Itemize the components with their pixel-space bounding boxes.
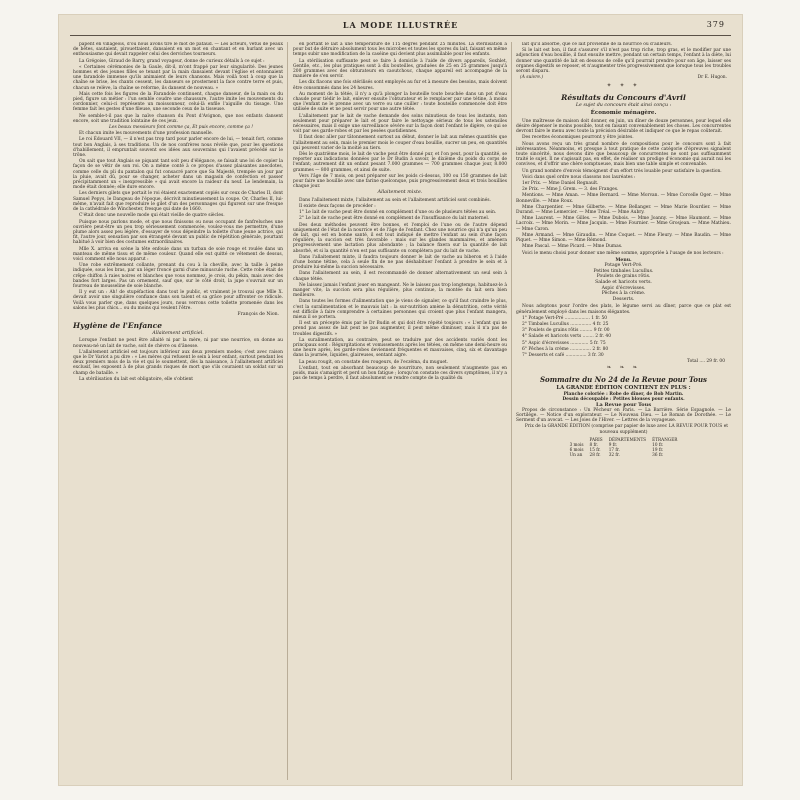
ornament-divider: ✦ ✦ ✦ [606, 82, 641, 90]
newspaper-page [58, 14, 743, 786]
menu-list [516, 258, 731, 303]
verse-quote: Les beaux messieurs font comme ça, Et puis encore, comme ça ! [108, 125, 254, 131]
page-number: 379 [706, 20, 725, 29]
page-header [58, 20, 743, 34]
paragraph: Prix de la GRANDE ÉDITION (comprise par papier de luxe avec LA REVUE POUR TOUS et nouveau supplément) [524, 424, 729, 435]
paragraph: « Certaines cérémonies de la Gaule, dit-il, m'ont frappé par leur singularité. Des jeunes hommes et des jeunes filles se tenant par la main dansaient devant l'église et entonnaient une farandole immense qu'ils animaient de leurs chansons. Mais voilà tout à coup que la chaîne se brise, les chants cessent, les danseurs se prosternent la face contre terre et puis, chacun se relève, la chaîne se reforme, ils dansent de nouveau. » [73, 64, 283, 91]
summary-title: Sommaire du No 24 de la Revue pour Tous [539, 374, 708, 384]
menu-item: Potage Vert-Pré. [604, 263, 643, 269]
paragraph: en portant le lait à une température de 115 degrés pendant 25 minutes. La stérilisation a pour but de détruire absolument tous les microbes et toutes les spores du lait, faisant en même temps subir une modification de la caséine qui devient plus assimilable pour les enfants. [293, 42, 507, 58]
table-cell: 9 fr. [608, 442, 618, 448]
paragraph: 1° Le lait de vache peut être donné en complément d'une ou de plusieurs tétées au sein. [299, 210, 497, 216]
column-2 [293, 42, 507, 780]
edition-line: Dessin découpable : Petites blouses pour enfants. [562, 397, 685, 403]
paragraph: La suralimentation, au contraire, peut se traduire par des accidents variés dont les principaux sont : Régurgitations et vomissements après les tétées, on même une demi-heure ou une heure après, les garde-robes deviennent fréquentes et mauvaises, cinq, six et davantage dans la journée, liquides, glaireuses, sentant aigre. [293, 337, 507, 359]
table-cell: 19 fr. [652, 447, 664, 453]
paragraph: La stérilisation suffisante peut se faire à domicile à l'aide de divers appareils, Soxhlet, Gentile, etc., les plus pratiques sont à dix bouteilles, graduées de 25 en 25 grammes jusqu'à 200 grammes avec des obturateurs en caoutchouc, chaque appareil est accompagné de la manière de s'en servir. [293, 58, 507, 80]
menu-item: Desserts. [612, 296, 635, 302]
paragraph: lait qu'il absorbe, que ce lait provienne de la nourrice ou d'ailleurs. [522, 42, 673, 47]
paragraph: Dans toutes les formes d'alimentation que je viens de signaler, ce qu'il faut craindre le plus, c'est la suralimentation et le mauvais lait : la sur-nutrition amène la dénutrition, cette vérité est difficile à faire comprendre à certaines personnes qui croient que plus l'enfant mangera, mieux il se portera. [293, 299, 507, 320]
menu-label: Menu. [615, 257, 632, 263]
header-rule [70, 35, 731, 36]
column-1 [73, 42, 283, 780]
paragraph: Les dix flacons une fois stérilisés sont employés au fur et à mesure des besoins, mais doivent être consommés dans les 24 heures. [293, 80, 507, 91]
paragraph: Lorsque l'enfant ne peut être allaité ni par la mère, ni par une nourrice, on donne au nouveau-né un lait de vache, soit de chèvre ou d'ânesse. [73, 338, 283, 349]
table-header: DÉPARTEMENTS [608, 436, 647, 442]
cost-line: 7° Desserts et café ............... 3 fr. 30 [522, 353, 604, 359]
paragraph: L'allaitement par le lait de vache demande des soins minutieux de tous les instants, non seulement pour préparer le lait et pour faire le nettoyage sérieux de tous les ustensiles nécessaires, mais il exige une surveillance sévère sur la façon dont l'enfant le digère, ce qui se voit par ses garde-robes et par les pesées quotidiennes. [293, 113, 507, 135]
paragraph: papent en villageois, d'où nous avons tiré le mot de pataud. — Les acteurs, vêtus de peaux de bêtes, sautaient, pirouettaient, dansaient en un mot en chantant et en hurlant avec un enthousiasme qui devait rappeler celui des derviches tourneurs. [73, 42, 283, 58]
table-cell: Un an [569, 452, 583, 458]
edition-title: LA GRANDE ÉDITION CONTIENT EN PLUS : [556, 384, 691, 391]
menu-item: Petites timbales Lucullus. [593, 268, 654, 274]
paragraph: Mlle X. arriva en scène la tête enfouie dans un turban de soie rouge et roulée dans un manteau de même tissu et de même couleur. Quand elle eut quitté ce vêtement de dessus, voici comment elle nous apparut : [73, 246, 283, 262]
paragraph: Il existe deux façons de procéder : [299, 203, 376, 209]
table-header: ÉTRANGER [652, 436, 678, 442]
menu-item: Poulets de grains rôtis. [596, 274, 651, 280]
paragraph: Puisque nous parlons mode, et que nous finissons ou nous occupant de fanfreluches une ouvrière peut-être un peu trop sérieusement commencée, voulez-vous me permettre, d'une plume alors assez peu légère, d'essayer de vous dépeindre la toilette d'une jeune actrice, qui fit, l'autre jour, sensation par son étrangeté devant un public de répétition générale, pourtant habitué à voir bien des costumes extraordinaires. [73, 219, 283, 246]
publication-title: LA MODE ILLUSTRÉE [342, 20, 459, 30]
column-3 [516, 42, 731, 780]
author-signature: Dr E. Hugon. [697, 75, 727, 81]
edition-line: Planche coloriée : Robe de dîner, de Bob Martin. [563, 392, 684, 398]
paragraph: La stérilisation du lait est obligatoire, elle s'obtient [79, 376, 194, 382]
table-cell: 36 fr. [652, 452, 664, 458]
paragraph: Nous avons reçu un très grand nombre de compositions pour le concours sont à fait intéressantes. Néanmoins, et presque à tout pratique de cette catégorie d'épreuves signalent toute sincérité, nous devons dire que beaucoup de concurrentes ne sont pas suffisamment traité le sujet. Il ne s'agissait pas, en effet, de réaliser un prodige d'économie qui aurait nui les convives, et d'offrir une chère somptueuse, mais bien une table simple et convenable. [516, 141, 731, 168]
cost-line: 3° Poulets de grains rôtis ......... 9 fr. 00 [522, 328, 610, 334]
cost-line: 6° Pêches à la crème ............... 2 fr. 80 [522, 346, 609, 352]
table-cell: 28 fr. [589, 452, 601, 458]
menu-item: Aspic d'écrevisses. [601, 285, 646, 291]
prize-line: Mme Laurent. — Mme Gilles. — Mme Dubois. — Mme Joanny. — Mme Haumont. — Mme Lacroix. — Mme Morin. — Mme Jacquin. — Mme Fournier. — Mme Grosjean. — Mme Mathieu. — Mme Caron. [516, 216, 731, 232]
table-header: PARIS [589, 436, 603, 442]
paragraph: La peau rougit, on constate des rougeurs, de l'eczéma, du muguet. [299, 359, 449, 365]
paragraph: Une robe extrêmement collante, prenant du cou à la cheville, avec la taille à peine indiquée, sous les bras, par un léger froncé garni d'une minuscule ruche. Cette robe était de crêpe chiffon à raies noires et blanches que vous nommez, je crois, du pékin, mais avec des bandes fort larges. Pas un ornement, sauf que, sur le côté droit, la jupe s'ouvrait sur un fourreau de mousseline de soie blanche. [73, 263, 283, 289]
prize-line: Mme Armand. — Mme Giraudin. — Mme Coquet. — Mme Fleury. — Mme Baudin. — Mme Piquet. — Mme Simon. — Mme Rémond. [516, 232, 731, 244]
ornament-divider: ❧ ❧ ❧ [606, 364, 641, 372]
paragraph: L'allaitement artificiel est toujours inférieur aux deux premiers modes; c'est avec raison que le Dr Variot a pu dire : « Les mères qui refusent le sein à leur enfant, surtout pendant les deux premiers mois de la vie et qui le soumettent, dès la naissance, à l'allaitement artificiel exclusif, les exposent à de plus grands risques de mort que s'ils couraient un soldat sur un champ de bataille. » [73, 349, 283, 376]
paragraph: Une maîtresse de maison doit donner, en juin, un dîner de douze personnes, pour lequel elle désire dépenser le moins possible, tout en faisant convenablement les choses. Les concurrentes devront faire le menu avec toute la précision désirable et indiquer ce que le repas coûterait. [516, 118, 731, 135]
paragraph: Un grand nombre d'envois témoignent d'un effort très louable pour satisfaire la question. [522, 168, 722, 174]
table-cell: 6 mois [569, 447, 584, 453]
cost-total: Total .... 29 fr. 00 [687, 359, 725, 365]
paragraph: Il y eut un : Ah! de stupéfaction dans tout le public, et vraiment je trouvai que Mlle X. devait avoir une singulière confiance dans son talent et sa grâce pour affronter ce ridicule. Voilà vous parler que, dans quelques jours, nous verrons cette toilette promenée dans les salons les plus chics... ou du moins qui veulent l'être. [73, 290, 283, 311]
contest-title: Résultats du Concours d'Avril [561, 92, 686, 102]
paragraph: Propos de circonstance : Un Pêcheur en Paris. — La Barrière. Série Espagnole. — Le Sortilège. — Notice d'un explorateur. — Le Nouveau Dieu. — Le Roman de Dorothée. — Le Serment d'un avocat. — Les Joies de l'Hiver. — Lettres de la voyageuse. [516, 407, 731, 424]
table-cell: 10 fr. [652, 442, 664, 448]
prize-line: 2e Prix. — Mme J. Grem. — 3. des Franges. [522, 187, 619, 193]
prize-line: Mme Pascal. — Mme Picard. — Mme Dumas. [522, 244, 623, 250]
section-title: Hygiène de l'Enfance [73, 321, 162, 331]
paragraph: Dans l'allaitement mixte, il faudra toujours donner le lait de vache au biberon et à l'aide d'une bonne tétine, cela à seule fin de ne pas déshabituer l'enfant à prendre le sein et à produire lui-même la succion nécessaire. [293, 254, 507, 271]
paragraph: On sait que tout Anglais se piquant tant soit peu d'élégance, se faisait une loi de copier la façon de se vêtir de son roi. On a même conté à ce propos d'assez plaisantes anecdotes, comme celle du pli du pantalon qui fut consacré parce que Sa Majesté, trempée un jour par la pluie, avait dû, pour se changer, acheter dans un magasin de confection et passer précipitamment un « inexpressible » qui avait encore la raideur du neuf. Le lendemain, la mode était donnée; elle dure encore. [73, 159, 283, 191]
paragraph: Mais cette fois les figures de la Farandole continuent, chaque danseur, de la main ou du pied, figure un métier : l'un semble coudre une chaussure, l'autre imite les mouvements du cordonnier, celui-ci représente un moissonneur, celui-là enfile l'aiguille du tissage. Une femme fait les gestes d'une fileuse, une seconde ceux de la tisseuse. [73, 91, 283, 113]
cost-line: 5° Aspic d'écrevisses ............. 5 fr. 75 [522, 340, 606, 346]
paragraph: Voici dans quel ordre nous classons nos lauréates : [522, 174, 636, 180]
table-cell: 32 fr. [608, 452, 620, 458]
paragraph: Les derniers gilets que portait le roi étaient exactement copiés sur ceux de Charles II, dont Samuel Pepys, le Dangeau de l'époque, décrivit minutieusement la coupe. Or, Charles II, lui-même, n'avait fait que reproduire le gilet d'un des personnages qui figurent sur une fresque de la cathédrale de Winchester, fresque qui date de 1660. [73, 191, 283, 213]
edition-line: La Revue pour Tous [595, 401, 652, 408]
column-divider [287, 42, 288, 780]
subsection-title: Allaitement mixte. [377, 190, 423, 196]
prize-line: 1er Prix. — Mme Daniel Regnault. [522, 181, 599, 187]
cost-line: 1° Potage Vert-Pré .................. 1 fr. 50 [522, 315, 608, 321]
paragraph: Des deux méthodes peuvent être bonnes, et l'emploi de l'une ou de l'autre dépend uniquement de l'état de la nourrice et de l'âge de l'enfant. Chez une nourrice qui n'a qu'un peu de lait, qui est en bonne santé, il est tout indiqué de mettre l'enfant au sein d'une façon régulière, la succion est très favorable : mais sur les glandes mammaires, et amènera progressivement une lactation plus abondante ; la balance fixera sur la quantité de lait absorbé, et si la quantité n'en est pas suffisante on complètera par du lait de vache. [293, 222, 507, 254]
table-cell: 15 fr. [589, 447, 601, 453]
table-cell: 17 fr. [608, 447, 620, 453]
paragraph: Voici le menu choisi pour donner une même somme, appropriée à l'usage de nos lecteurs : [522, 250, 724, 256]
paragraph: Dans l'allaitement au sein, il est recommandé de donner alternativement un seul sein à chaque tétée. [293, 271, 507, 282]
paragraph: Si le lait est bon, il faut s'assurer s'il n'est pas trop riche, trop gras, et le modifier par une adjonction d'eau bouillie, il faut ensuite mettre, pendant un certain temps, l'enfant à la diète, lui donner une quantité de lait en dessous de celle qu'il pourrait prendre pour son âge, laisser ses organes digestifs se reposer, et n'augmenter très progressivement que lorsque tous les troubles seront disparu. [516, 48, 731, 75]
prize-line: Mme Charpentier. — Mme Gilberte. — Mme Bellanger. — Mme Marie Bourdier. — Mme Durand. — Mme Lemercier. — Mme Tréal. — Mme Aubry. [516, 204, 731, 216]
paragraph: Il est un précepte émis par le Dr Budin et qui doit être répété toujours : « L'enfant qui ne prend pas assez de lait peut ne pas augmenter, il peut même diminuer, mais il n'a pas de troubles digestifs. » [293, 321, 507, 337]
paragraph: Dès le quatrième mois, le lait de vache peut être donné pur, et l'on peut, pour la quantité, se reporter aux indications données par le Dr Budin à savoir, le dixième du poids du corps de l'enfant; autrement dit un enfant pesant 7.000 grammes — 700 grammes chaque jour, 8.000 grammes — 800 grammes, et ainsi de suite. [293, 152, 507, 173]
column-divider [511, 42, 512, 780]
paragraph: Des recettes économiques pourront y être jointes. [522, 135, 634, 141]
paragraph: 2° Le lait de vache peut être donné en complément de l'insuffisance du lait maternel. [299, 216, 490, 222]
paragraph: Ne laissez jamais l'enfant jouer en mangeant. Ne le laissez pas trop longtemps, habituez-le à manger vite, la succion sera plus régulière, plus continue, la montée du lait sera bien meilleure. [293, 282, 507, 299]
paragraph: La Grégoise, Giraud de Barry, grand voyageur, donne de curieux détails à ce sujet : [79, 58, 265, 64]
menu-item: Pêches à la crème. [601, 291, 646, 297]
table-row [567, 452, 681, 457]
paragraph: Nous adoptons pour l'ordre des plats, le légume servi au dîner, parce que ce plat est généralement employé dans les maisons élégantes. [516, 304, 731, 315]
menu-item: Salade et haricots verts. [595, 280, 652, 286]
prize-line: Mentions. — Mme Aman. — Mme Bernard. — Mme Morvan. — Mme Corcelle Oger. — Mme Bonneville. — Mme Roux. [516, 193, 731, 204]
paragraph: Vers l'âge de 7 mois, on peut préparer sur les poids ci-dessus, 100 ou 150 grammes de lait pour faire une bouillie avec une farine quelconque, puis progressivement deux et trois bouillies chaque jour. [293, 173, 507, 190]
cost-line: 4° Salade et haricots verts ........ 2 fr. 40 [522, 334, 612, 340]
contest-subtitle: Le sujet du concours était ainsi conçu : [575, 102, 672, 108]
paragraph: Au moment de la tétée, il n'y a qu'à plonger la bouteille toute bouchée dans un pot d'eau chaude pour tiédir le lait, enlever ensuite l'obturateur et le remplacer par une tétine, à moins que l'enfant ne le prenne avec un verre ou une cuiller : toute bouteille commencée doit être utilisée de suite et ne peut servir pour une autre tétée. [293, 91, 507, 113]
table-cell: 8 fr. [589, 442, 598, 448]
paragraph: Le roi Édouard VII, — il n'est pas trop tard pour parler encore de lui, — tenait fort, comme tout bon Anglais, à ses traditions. Un de nos confrères nous révèle que, pour les questions d'habillement, il empruntait souvent ses idées aux souverains qui l'avaient précédé sur le trône. [73, 137, 283, 159]
paragraph: Et chacun imite les mouvements d'une profession manuelle. [79, 131, 213, 137]
author-signature: François de Nion. [237, 311, 279, 317]
paragraph: Dans l'allaitement mixte, l'allaitement au sein et l'allaitement artificiel sont combinés. [299, 197, 491, 203]
paragraph: C'était donc une nouvelle mode qui était vieille de quatre siècles. [79, 213, 225, 219]
to-be-continued: (A suivre.) [520, 75, 544, 81]
table-cell: 3 mois [569, 442, 584, 448]
paragraph: L'enfant, tout en absorbant beaucoup de nourriture, non seulement n'augmente pas en poids, mais s'amaigrit et perd un bon fatigue ; lorsqu'on constate ces divers symptômes, il n'y a pas de temps à perdre, il faut absolument se rendre compte de la qualité du [293, 365, 507, 382]
signature-row [520, 75, 727, 80]
section-subtitle: Allaitement artificiel. [152, 331, 204, 337]
paragraph: Il faut donc aller par tâtonnement surtout au début, donner le lait aux mêmes quantités que l'allaitement au sein, mais le premier mois le couper d'eau bouillie, sucrer un peu, en quantités qui peuvent varier de la moitié au tiers. [293, 135, 507, 151]
subscription-table [567, 437, 681, 458]
paragraph: Ne semble-t-il pas que la naïve chanson du Pont d'Avignon, que nos enfants dansent encore, soit une tradition lointaine de ces jeux. [73, 113, 283, 124]
contest-heading: Économie ménagère. [590, 109, 657, 116]
cost-line: 2° Timbales Lucullus ............... 4 fr. 25 [522, 322, 609, 328]
